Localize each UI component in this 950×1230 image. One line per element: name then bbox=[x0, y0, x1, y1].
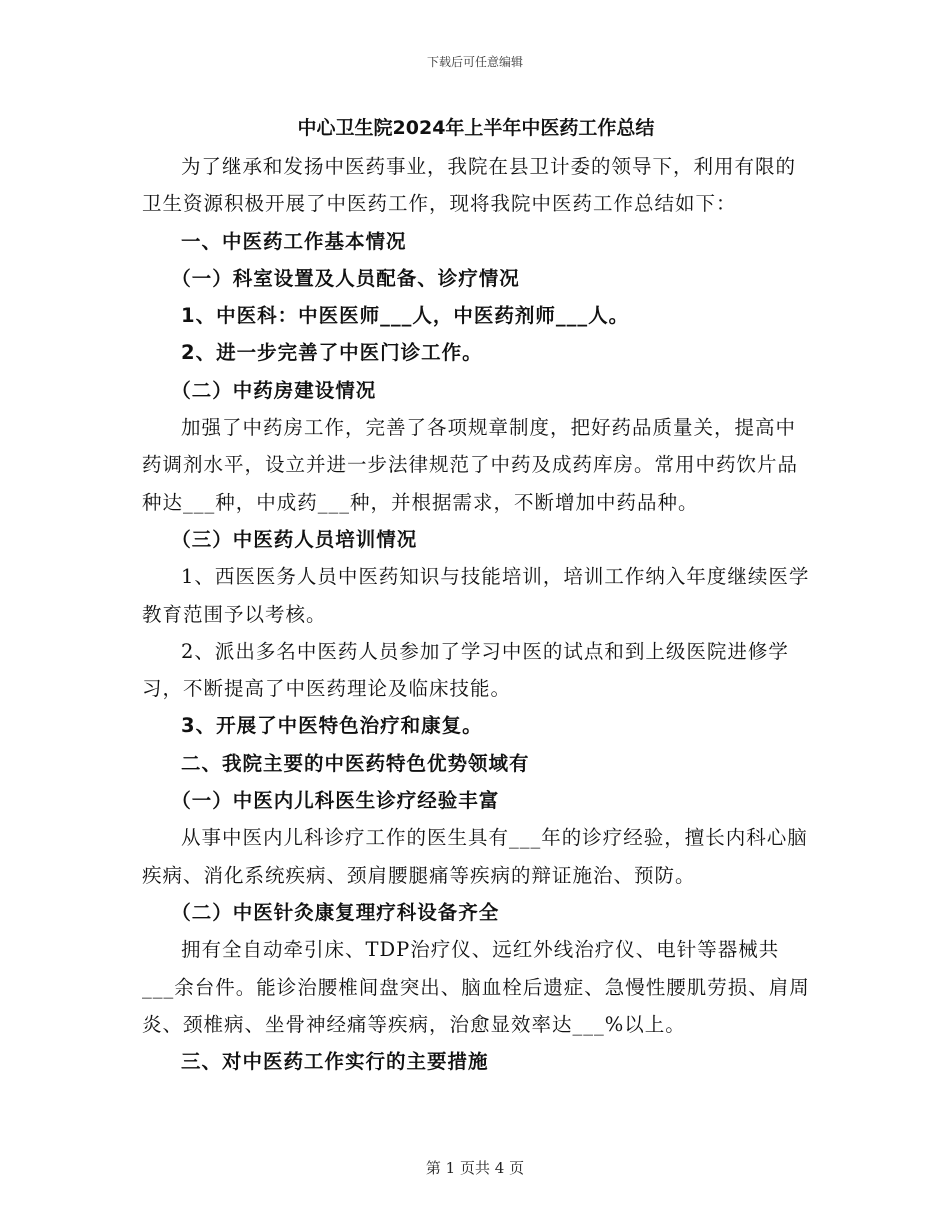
item-heading-staffing: 1、中医科：中医医师___人，中医药剂师___人。 bbox=[181, 304, 630, 328]
paragraph-training-1: 1、西医医务人员中医药知识与技能培训，培训工作纳入年度继续医学教育范围予以考核。 bbox=[142, 565, 810, 626]
page-header-note: 下载后可任意编辑 bbox=[426, 55, 523, 69]
subsection-heading-1-2: （二）中药房建设情况 bbox=[171, 378, 377, 402]
section-heading-1: 一、中医药工作基本情况 bbox=[181, 229, 407, 253]
paragraph-pharmacy: 加强了中药房工作，完善了各项规章制度，把好药品质量关，提高中药调剂水平，设立并进一步法律规范了中药及成药库房。常用中药饮片品种达___种，中成药___种，并根据需求，不断增加中药品种。 bbox=[142, 416, 799, 514]
subsection-heading-1-1: （一）科室设置及人员配备、诊疗情况 bbox=[171, 266, 520, 290]
paragraph-internal-medicine: 从事中医内儿科诊疗工作的医生具有___年的诊疗经验，擅长内科心脑疾病、消化系统疾病、颈肩腰腿痛等疾病的辩证施治、预防。 bbox=[142, 826, 808, 887]
document-title: 中心卫生院2024年上半年中医药工作总结 bbox=[297, 117, 655, 139]
section-heading-2: 二、我院主要的中医药特色优势领域有 bbox=[181, 751, 530, 775]
paragraph-equipment: 拥有全自动牵引床、TDP治疗仪、远红外线治疗仪、电针等器械共___余台件。能诊治腰椎间盘突出、脑血栓后遗症、急慢性腰肌劳损、肩周炎、颈椎病、坐骨神经痛等疾病，治愈显效率达___%以上。 bbox=[142, 938, 810, 1036]
paragraph-training-2: 2、派出多名中医药人员参加了学习中医的试点和到上级医院进修学习，不断提高了中医药理论及临床技能。 bbox=[142, 639, 789, 701]
subsection-heading-2-1: （一）中医内儿科医生诊疗经验丰富 bbox=[171, 789, 500, 813]
document-body bbox=[142, 112, 810, 1080]
subsection-heading-1-3: （三）中医药人员培训情况 bbox=[171, 527, 418, 551]
item-heading-clinic: 2、进一步完善了中医门诊工作。 bbox=[181, 341, 483, 365]
section-heading-3: 三、对中医药工作实行的主要措施 bbox=[181, 1050, 489, 1074]
item-heading-rehab: 3、开展了中医特色治疗和康复。 bbox=[181, 714, 483, 738]
subsection-heading-2-2: （二）中医针灸康复理疗科设备齐全 bbox=[171, 900, 500, 924]
page-footer-number: 第 1 页共 4 页 bbox=[425, 1159, 525, 1177]
paragraph-intro: 为了继承和发扬中医药事业，我院在县卫计委的领导下，利用有限的卫生资源积极开展了中医药工作，现将我院中医药工作总结如下： bbox=[142, 155, 797, 216]
